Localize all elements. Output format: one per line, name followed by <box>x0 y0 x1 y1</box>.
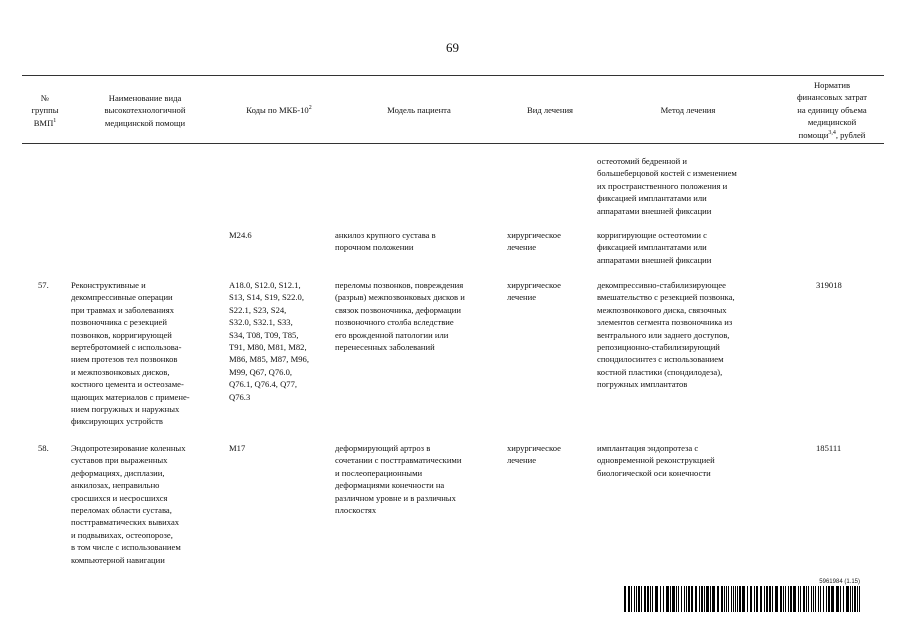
table-row-58-codes: M17 <box>229 443 246 453</box>
barcode-caption: 5961984 (1.15) <box>819 579 860 585</box>
barcode-block <box>624 579 860 612</box>
page-number: 69 <box>446 40 459 55</box>
table-row-58-name: Эндопротезирование коленных суставов при выраженных деформациях, дисплазии, анкилозах, неправильно сросшихся и несросшихся переломах области сустава, посттравматических вывихах и подвывихах, остеопорозе, в том числе с использованием компьютерной навигации <box>71 443 186 565</box>
header-icd-codes: Коды по МКБ-$10^2$ <box>246 105 312 115</box>
header-top-rule <box>22 75 884 76</box>
table-row-57-codes: A18.0, S12.0, S12.1, S13, S14, S19, S22.0, S22.1, S23, S24, S32.0, S32.1, S33, S34, T08, T09, T85, T91, M80, M81, M82, M86, M85, M87, M96, M99, Q67, Q76.0, Q76.1, Q76.4, Q77, Q76.3 <box>229 280 309 402</box>
header-patient-model: Модель пациента <box>387 105 451 115</box>
header-care-type: Наименование вида высокотехнологичной медицинской помощи <box>104 93 186 128</box>
table-row-57-cost: 319018 <box>816 280 842 290</box>
table-row-m246-treatment: хирургическое лечение <box>507 230 561 253</box>
barcode-image <box>624 586 860 612</box>
table-row-58-treatment: хирургическое лечение <box>507 443 561 466</box>
table-row-m246-model: анкилоз крупного сустава в порочном положении <box>335 230 436 253</box>
table-row-58-model: деформирующий артроз в сочетании с посттравматическими и послеоперационными деформациями конечности на различном уровне и в различных плоскостях <box>335 443 462 516</box>
table-row-57-name: Реконструктивные и декомпрессивные операции при травмах и заболеваниях позвоночника с резекцией позвонков, корригирующей вертебротомией с использова- нием протезов тел позвонков и межпозвонковых дисков, костного цемента и остеозаме- щающих материалов с примене- нием погружных и наружных фиксирующих устройств <box>71 280 190 427</box>
table-row-m246-codes: M24.6 <box>229 230 252 240</box>
table-row-57-treatment: хирургическое лечение <box>507 280 561 303</box>
header-group-number: № группы ВМП$^1$ <box>31 93 59 128</box>
table-row-57-model: переломы позвонков, повреждения (разрыв) межпозвонковых дисков и связок позвоночника, деформации позвоночного столба вследствие его врожденной патологии или перенесенных заболеваний <box>335 280 465 353</box>
header-bottom-rule <box>22 143 884 144</box>
table-row-continuation-method: остеотомий бедренной и большеберцовой костей с изменением их пространственного положения и фиксацией имплантатами или аппаратами внешней фиксации <box>597 156 737 216</box>
table-row-57-number: 57. <box>38 280 49 290</box>
table-row-58-method: имплантация эндопротеза с одновременной реконструкцией биологической оси конечности <box>597 443 715 478</box>
header-treatment-type: Вид лечения <box>526 105 574 115</box>
table-row-m246-method: корригирующие остеотомии с фиксацией имплантатами или аппаратами внешней фиксации <box>597 230 712 265</box>
table-row-57-method: декомпрессивно-стабилизирующее вмешательство с резекцией позвонка, межпозвонкового диска, связочных элементов сегмента позвоночника из вентрального или заднего доступов, репозиционно-стабилизирующий спондилосинтез с использованием костной пластики (спондилодеза), погружных имплантатов <box>597 280 735 390</box>
table-row-58-cost: 185111 <box>816 443 842 453</box>
header-treatment-method: Метод лечения <box>660 105 716 115</box>
header-cost-standard: Норматив финансовых затрат на единицу объема медицинской помощи$^{3,4}$, рублей <box>796 80 868 140</box>
table-row-58-number: 58. <box>38 443 49 453</box>
